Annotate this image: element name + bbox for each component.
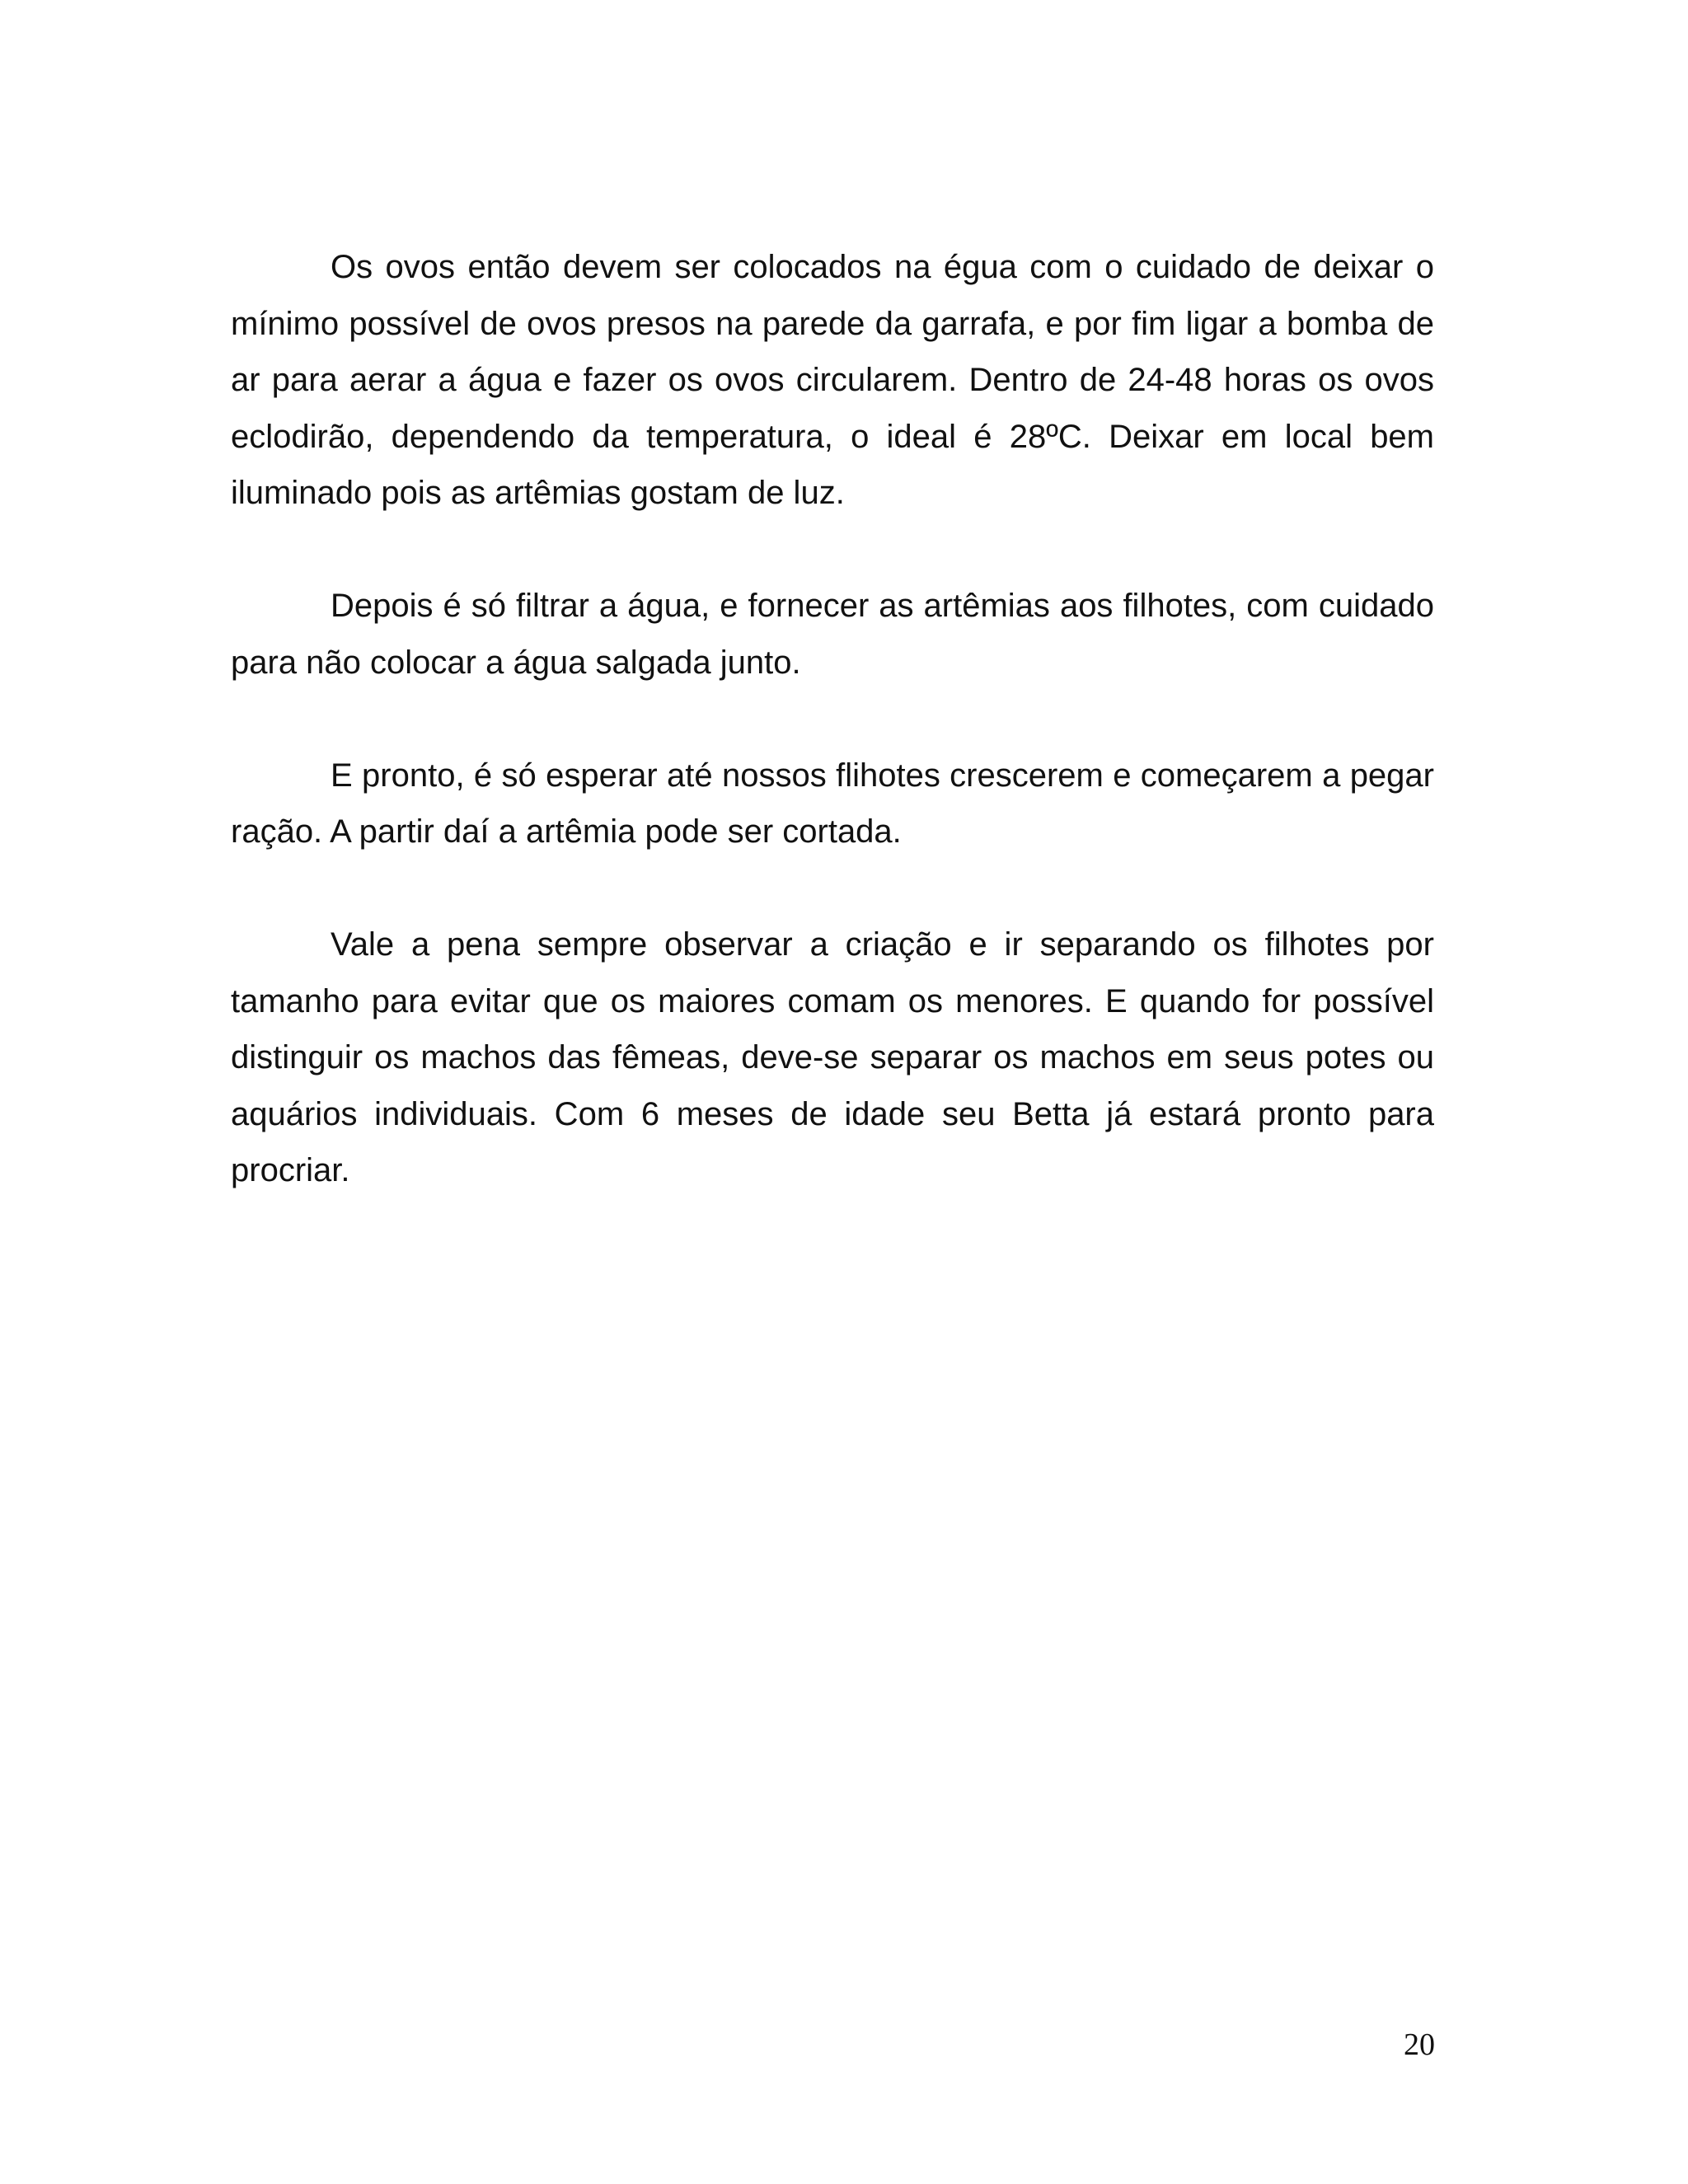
- paragraph-separation: Vale a pena sempre observar a criação e ir separando os filhotes por tamanho para evitar que os maiores comam os menores. E quando for possível distinguir os machos das fêmeas, deve-se separar os machos em seus potes ou aquários individuais. Com 6 meses de idade seu Betta já estará pronto para procriar.: [231, 926, 1434, 1188]
- page-number: 20: [1404, 2027, 1435, 2062]
- paragraph-filter-water: Depois é só filtrar a água, e fornecer as artêmias aos filhotes, com cuidado para não colocar a água salgada junto.: [231, 588, 1434, 681]
- paragraph-growth-feeding: E pronto, é só esperar até nossos flihotes crescerem e começarem a pegar ração. A partir daí a artêmia pode ser cortada.: [231, 757, 1434, 850]
- body-text: [231, 239, 1434, 1255]
- paragraph-eggs-hatching: Os ovos então devem ser colocados na égua com o cuidado de deixar o mínimo possível de ovos presos na parede da garrafa, e por fim ligar a bomba de ar para aerar a água e fazer os ovos circularem. Dentro de 24-48 horas os ovos eclodirão, dependendo da temperatura, o ideal é 28ºC. Deixar em local bem iluminado pois as artêmias gostam de luz.: [231, 249, 1434, 511]
